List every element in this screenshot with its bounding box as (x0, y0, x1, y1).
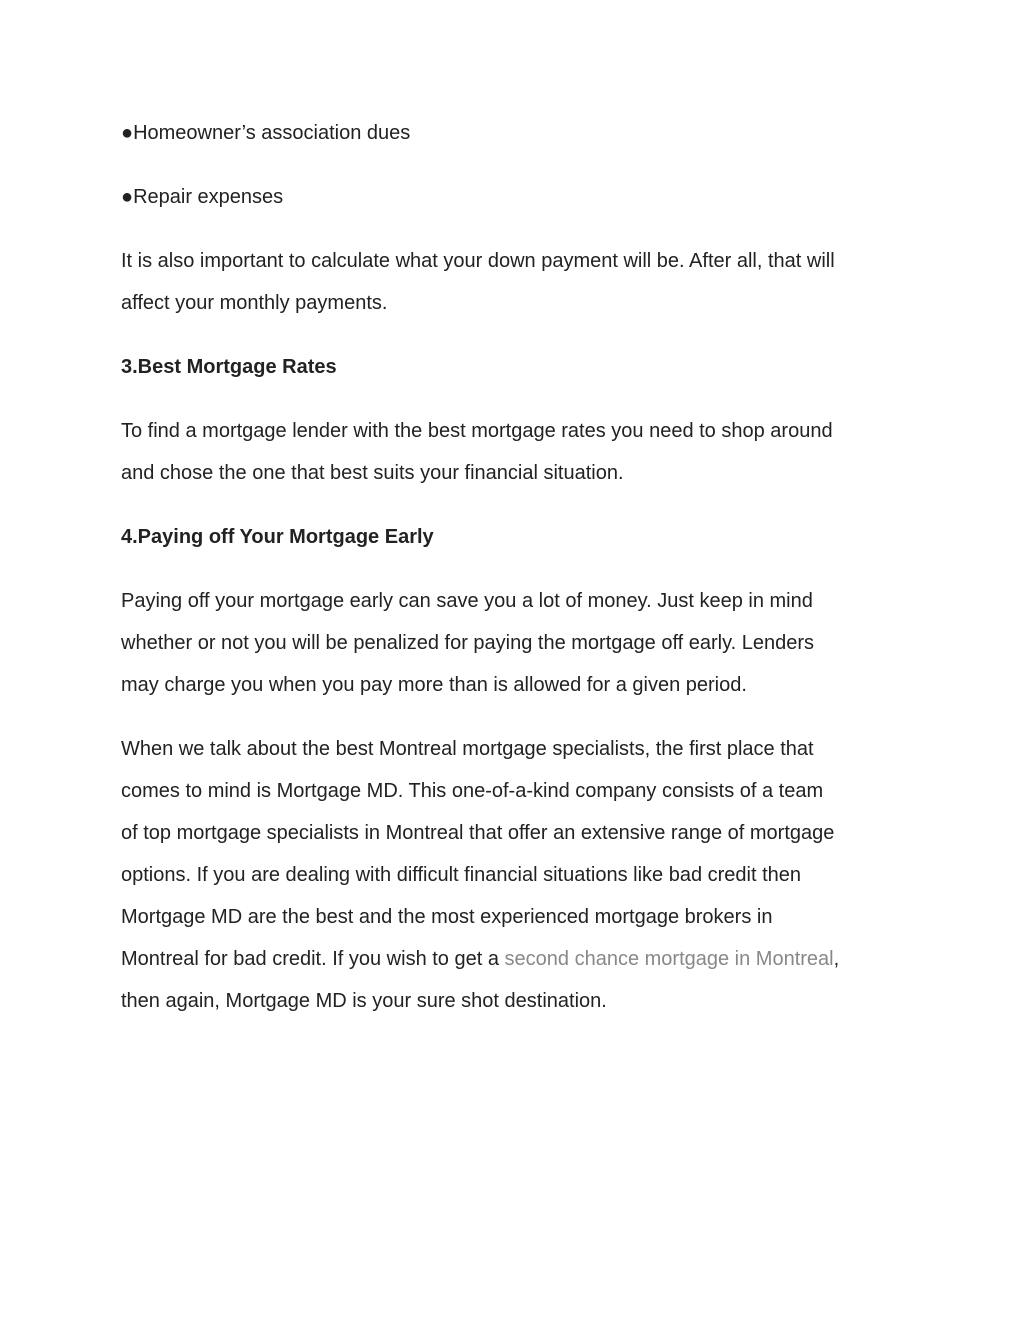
section-heading-best-mortgage-rates: 3.Best Mortgage Rates (121, 356, 337, 378)
paragraph-paying-off-line-2: whether or not you will be penalized for paying the mortgage off early. Lenders (121, 632, 815, 654)
paragraph-paying-off-line-3: may charge you when you pay more than is allowed for a given period. (121, 674, 747, 696)
paragraph-mortgage-md-line-7: then again, Mortgage MD is your sure shot destination. (121, 990, 607, 1012)
paragraph-mortgage-md-line-6 (121, 947, 839, 971)
paragraph-mortgage-md-line-3: of top mortgage specialists in Montreal that offer an extensive range of mortgage (121, 822, 835, 844)
paragraph-text-after-link: , (833, 948, 840, 970)
bullet-repair-expenses: ●Repair expenses (121, 186, 284, 208)
paragraph-text-before-link: Montreal for bad credit. If you wish to get a (121, 948, 505, 970)
paragraph-paying-off-line-1: Paying off your mortgage early can save you a lot of money. Just keep in mind (121, 590, 813, 612)
bullet-homeowners-association-dues: ●Homeowner’s association dues (121, 122, 411, 144)
paragraph-mortgage-md-line-1: When we talk about the best Montreal mortgage specialists, the first place that (121, 738, 814, 760)
paragraph-mortgage-rates-line-1: To find a mortgage lender with the best mortgage rates you need to shop around (121, 420, 833, 442)
paragraph-mortgage-md-line-2: comes to mind is Mortgage MD. This one-of-a-kind company consists of a team (121, 780, 824, 802)
second-chance-mortgage-link[interactable]: second chance mortgage in Montreal (504, 948, 834, 970)
section-heading-paying-off-early: 4.Paying off Your Mortgage Early (121, 526, 434, 548)
paragraph-mortgage-md-line-5: Mortgage MD are the best and the most experienced mortgage brokers in (121, 906, 773, 928)
paragraph-down-payment-line-2: affect your monthly payments. (121, 292, 388, 314)
paragraph-down-payment-line-1: It is also important to calculate what your down payment will be. After all, that will (121, 250, 835, 272)
paragraph-mortgage-rates-line-2: and chose the one that best suits your financial situation. (121, 462, 624, 484)
paragraph-mortgage-md-line-4: options. If you are dealing with difficult financial situations like bad credit then (121, 864, 802, 886)
